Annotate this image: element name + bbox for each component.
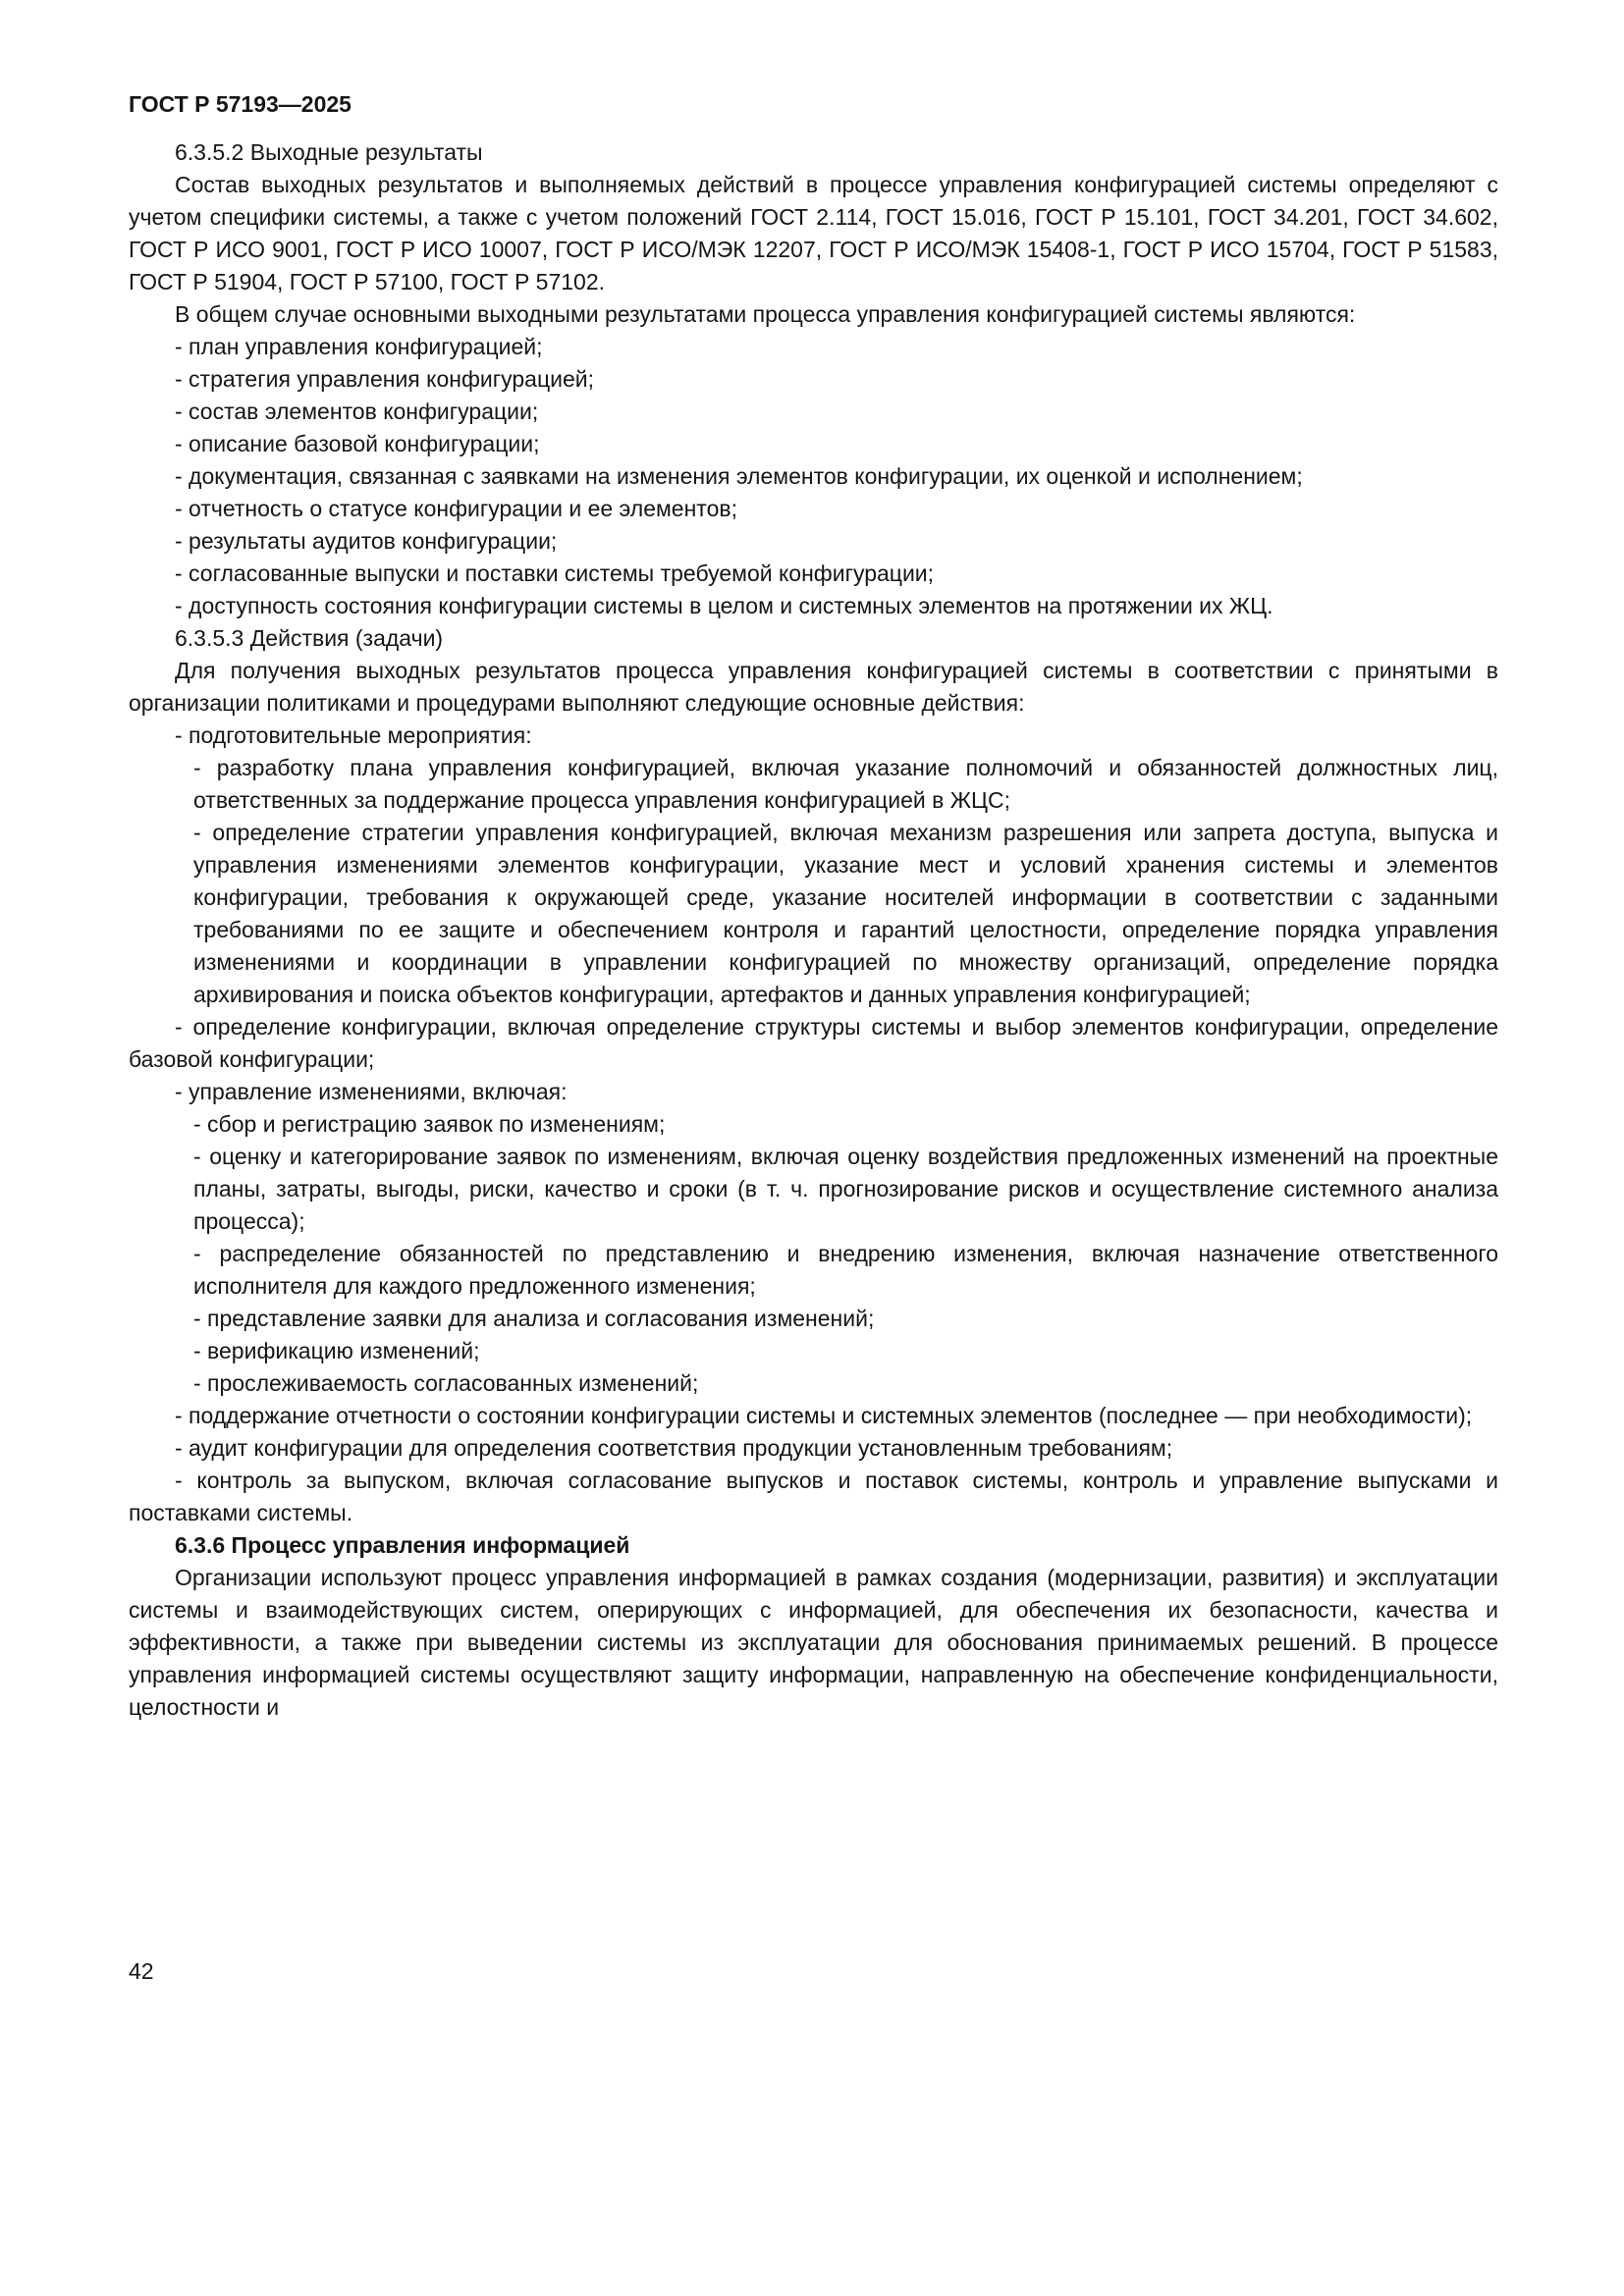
section-heading: 6.3.6 Процесс управления информацией: [175, 1532, 630, 1558]
nested-list-item: - определение стратегии управления конфигурацией, включая механизм разрешения или запрета доступа, выпуска и управления изменениями элементов конфигурации, указание мест и условий хранения системы и элементов конфигурации, требования к окружающей среде, указание носителей информации в соответствии с заданными требованиями по ее защите и обеспечением контроля и гарантий целостности, определение порядка управления изменениями и координации в управлении конфигурацией по множеству организаций, определение порядка архивирования и поиска объектов конфигурации, артефактов и данных управления конфигурацией;: [193, 820, 1498, 1007]
list-item: - документация, связанная с заявками на изменения элементов конфигурации, их оценкой и исполнением;: [175, 463, 1303, 489]
list-item: - контроль за выпуском, включая согласование выпусков и поставок системы, контроль и управление выпусками и поставками системы.: [129, 1468, 1498, 1525]
page-footer: [129, 1955, 154, 1988]
nested-list-item: - распределение обязанностей по представлению и внедрению изменения, включая назначение ответственного исполнителя для каждого предложенного изменения;: [193, 1241, 1498, 1299]
list-item: - отчетность о статусе конфигурации и ее элементов;: [175, 496, 737, 521]
standard-number: ГОСТ Р 57193—2025: [129, 91, 352, 117]
list-item: - согласованные выпуски и поставки системы требуемой конфигурации;: [175, 561, 935, 586]
nested-list-item: - прослеживаемость согласованных изменений;: [193, 1370, 699, 1396]
list-item: - описание базовой конфигурации;: [175, 431, 540, 456]
nested-list-item: - сбор и регистрацию заявок по изменениям;: [193, 1111, 666, 1137]
nested-list-item: - оценку и категорирование заявок по изменениям, включая оценку воздействия предложенных изменений на проектные планы, затраты, выгоды, риски, качество и сроки (в т. ч. прогнозирование рисков и осуществление системного анализа процесса);: [193, 1144, 1498, 1234]
paragraph: В общем случае основными выходными результатами процесса управления конфигурацией системы являются:: [175, 301, 1356, 327]
document-header: [129, 88, 1498, 121]
list-item: - доступность состояния конфигурации системы в целом и системных элементов на протяжении их ЖЦ.: [175, 593, 1273, 618]
list-item: - состав элементов конфигурации;: [175, 399, 539, 424]
list-item: - управление изменениями, включая:: [175, 1079, 568, 1104]
list-item: - определение конфигурации, включая определение структуры системы и выбор элементов конфигурации, определение базовой конфигурации;: [129, 1014, 1498, 1072]
nested-list-item: - представление заявки для анализа и согласования изменений;: [193, 1306, 875, 1331]
list-item: - стратегия управления конфигурацией;: [175, 366, 594, 392]
list-item: - аудит конфигурации для определения соответствия продукции установленным требованиям;: [175, 1435, 1173, 1461]
list-item: - план управления конфигурацией;: [175, 334, 543, 359]
page-number: 42: [129, 1958, 154, 1984]
nested-list-item: - разработку плана управления конфигурацией, включая указание полномочий и обязанностей должностных лиц, ответственных за поддержание процесса управления конфигурацией в ЖЦС;: [193, 755, 1498, 813]
paragraph: Для получения выходных результатов процесса управления конфигурацией системы в соответствии с принятыми в организации политиками и процедурами выполняют следующие основные действия:: [129, 658, 1498, 716]
paragraph: Состав выходных результатов и выполняемых действий в процессе управления конфигурацией системы определяют с учетом специфики системы, а также с учетом положений ГОСТ 2.114, ГОСТ 15.016, ГОСТ Р 15.101, ГОСТ 34.201, ГОСТ 34.602, ГОСТ Р ИСО 9001, ГОСТ Р ИСО 10007, ГОСТ Р ИСО/МЭК 12207, ГОСТ Р ИСО/МЭК 15408-1, ГОСТ Р ИСО 15704, ГОСТ Р 51583, ГОСТ Р 51904, ГОСТ Р 57100, ГОСТ Р 57102.: [129, 172, 1498, 294]
nested-list-item: - верификацию изменений;: [193, 1338, 480, 1363]
section-heading: 6.3.5.3 Действия (задачи): [175, 625, 444, 651]
list-item: - поддержание отчетности о состоянии конфигурации системы и системных элементов (последнее — при необходимости);: [175, 1403, 1473, 1428]
list-item: - подготовительные мероприятия:: [175, 722, 532, 748]
list-item: - результаты аудитов конфигурации;: [175, 528, 558, 554]
section-heading: 6.3.5.2 Выходные результаты: [175, 139, 483, 165]
document-body: [129, 136, 1498, 1724]
paragraph: Организации используют процесс управления информацией в рамках создания (модернизации, развития) и эксплуатации системы и взаимодействующих систем, оперирующих с информацией, для обеспечения их безопасности, качества и эффективности, а также при выведении системы из эксплуатации для обоснования принимаемых решений. В процессе управления информацией системы осуществляют защиту информации, направленную на обеспечение конфиденциальности, целостности и: [129, 1565, 1498, 1720]
